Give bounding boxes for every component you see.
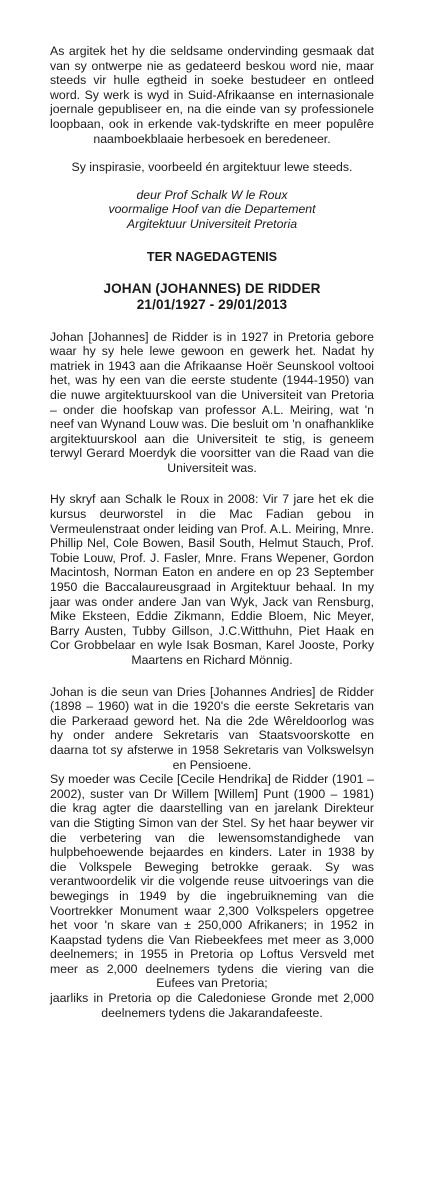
bio-paragraph: Sy moeder was Cecile [Cecile Hendrika] de Ridder (1901 – 2002), suster van Dr Willem [Willem] Punt (1900 – 1981) die krag agter die daarstelling van en jarelank Direkteur van die Stigting Simon van der Stel. Sy het haar beywer vir die verbetering van die lewensomstandighede van hulpbehoewende bejaardes en kinders. Later in 1938 by die Volkspele Beweging betrokke geraak. Sy was verantwoordelik vir die volgende reuse uitvoerings van die bewegings in 1949 by die ingebruikneming van die Voortrekker Monument waar 2,300 Volkspelers opgetree het voor 'n skare van ± 250,000 Afrikaners; in 1952 in Kaapstad tydens die Van Riebeekfees met meer as 3,000 deelnemers; in 1955 in Pretoria op Loftus Versveld met meer as 2,000 deelnemers tydens die viering van die Eufees van Pretoria; [50, 772, 374, 991]
author-name: deur Prof Schalk W le Roux [136, 187, 288, 202]
bio-paragraph: jaarliks in Pretoria op die Caledoniese Gronde met 2,000 deelnemers tydens die Jakarandafeeste. [50, 991, 374, 1020]
bio-paragraph: Johan is die seun van Dries [Johannes Andries] de Ridder (1898 – 1960) wat in die 1920's die eerste Sekretaris van die Parkeraad geword het. Na die 2de Wêreldoorlog was hy onder andere Sekretaris van Staatsvoorskotte en daarna tot sy afsterwe in 1958 Sekretaris van Volkswelsyn en Pensioene. [50, 684, 374, 772]
memorial-heading: TER NAGEDAGTENIS [146, 249, 278, 264]
bio-paragraph: Johan [Johannes] de Ridder is in 1927 in Pretoria gebore waar hy sy hele lewe gewoon en gewerk het. Nadat hy matriek in 1943 aan die Afrikaanse Hoër Seunskool voltooi het, was hy een van die eerste studente (1944-1950) van die nuwe argitektuurskool van die Universiteit van Pretoria – onder die hoofskap van professor A.L. Meiring, wat 'n neef van Wynand Louw was. Die besluit om 'n onafhanklike argitektuurskool aan die Universiteit te stig, is geneem terwyl Gerard Moerdyk die voorsitter van die Raad van die Universiteit was. [50, 329, 374, 475]
biography [50, 330, 374, 1021]
intro-paragraph: As argitek het hy die seldsame ondervinding gesmaak dat van sy ontwerpe nie as gedateerd beskou word nie, maar steeds vir hulle egtheid in soeke bestudeer en ontleed word. Sy werk is wyd in Suid-Afrikaanse en internasionale joernale gepubliseer en, na die einde van sy professionele loopbaan, ook in erkende vak-tydskrifte en meer populêre naamboekblaaie herbesoek en beredeneer. [50, 44, 374, 146]
author-department: Argitektuur Universiteit Pretoria [126, 216, 298, 231]
deceased-name: JOHAN (JOHANNES) DE RIDDER [103, 280, 321, 296]
bio-paragraph: Hy skryf aan Schalk le Roux in 2008: Vir 7 jare het ek die kursus deurworstel in die Mac Fadian gebou in Vermeulenstraat onder leiding van Prof. A.L. Meiring, Mnre. Phillip Nel, Cole Bowen, Basil South, Helmut Stauch, Prof. Tobie Louw, Prof. J. Fasler, Mnre. Frans Wepener, Gordon Macintosh, Norman Eaton en andere en op 23 September 1950 die Baccalaureusgraad in Argitektuur behaal. In my jaar was onder andere Jan van Wyk, Jack van Rensburg, Mike Eksteen, Eddie Zikmann, Eddie Bloem, Nic Meyer, Barry Austen, Tubby Gillson, J.C.Witthuhn, Piet Haak en Cor Grobbelaar en wyle Isak Bosman, Karel Jooste, Porky Maartens en Richard Mönnig. [50, 492, 374, 667]
author-title: voormalige Hoof van die Departement [108, 202, 316, 217]
deceased-title [50, 281, 374, 313]
author-signature [50, 188, 374, 232]
deceased-dates: 21/01/1927 - 29/01/2013 [136, 296, 288, 312]
intro-closing-line: Sy inspirasie, voorbeeld én argitektuur lewe steeds. [71, 160, 353, 175]
memorial-page [50, 44, 374, 1020]
